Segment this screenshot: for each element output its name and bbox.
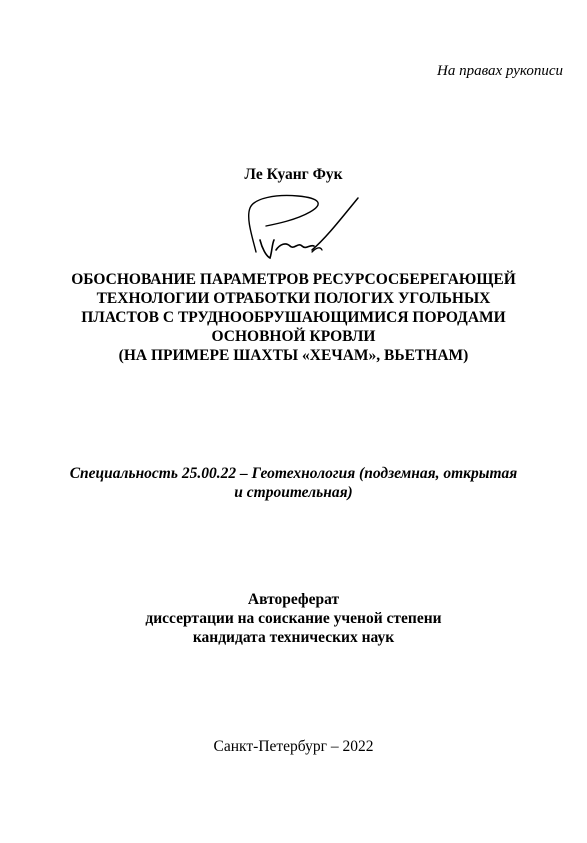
- specialty-info: [12, 464, 575, 502]
- abstract-label: [12, 590, 575, 647]
- dissertation-title: [12, 270, 575, 365]
- title-line: (НА ПРИМЕРЕ ШАХТЫ «ХЕЧАМ», ВЬЕТНАМ): [118, 347, 469, 364]
- title-line: ТЕХНОЛОГИИ ОТРАБОТКИ ПОЛОГИХ УГОЛЬНЫХ: [96, 290, 491, 307]
- author-signature: [236, 190, 366, 262]
- title-line: ОБОСНОВАНИЕ ПАРАМЕТРОВ РЕСУРСОСБЕРЕГАЮЩЕЙ: [71, 271, 516, 288]
- place-and-year: Санкт-Петербург – 2022: [213, 738, 374, 755]
- abstract-line: диссертации на соискание ученой степени: [145, 610, 442, 627]
- title-line: ОСНОВНОЙ КРОВЛИ: [211, 328, 376, 345]
- specialty-line: Специальность 25.00.22 – Геотехнология (подземная, открытая: [69, 465, 518, 482]
- specialty-line: и строительная): [234, 484, 353, 501]
- title-line: ПЛАСТОВ С ТРУДНООБРУШАЮЩИМИСЯ ПОРОДАМИ: [81, 309, 506, 326]
- abstract-line: кандидата технических наук: [192, 629, 395, 646]
- rights-notice: На правах рукописи: [437, 63, 563, 79]
- author-name: Ле Куанг Фук: [244, 166, 343, 183]
- abstract-line: Автореферат: [247, 591, 340, 608]
